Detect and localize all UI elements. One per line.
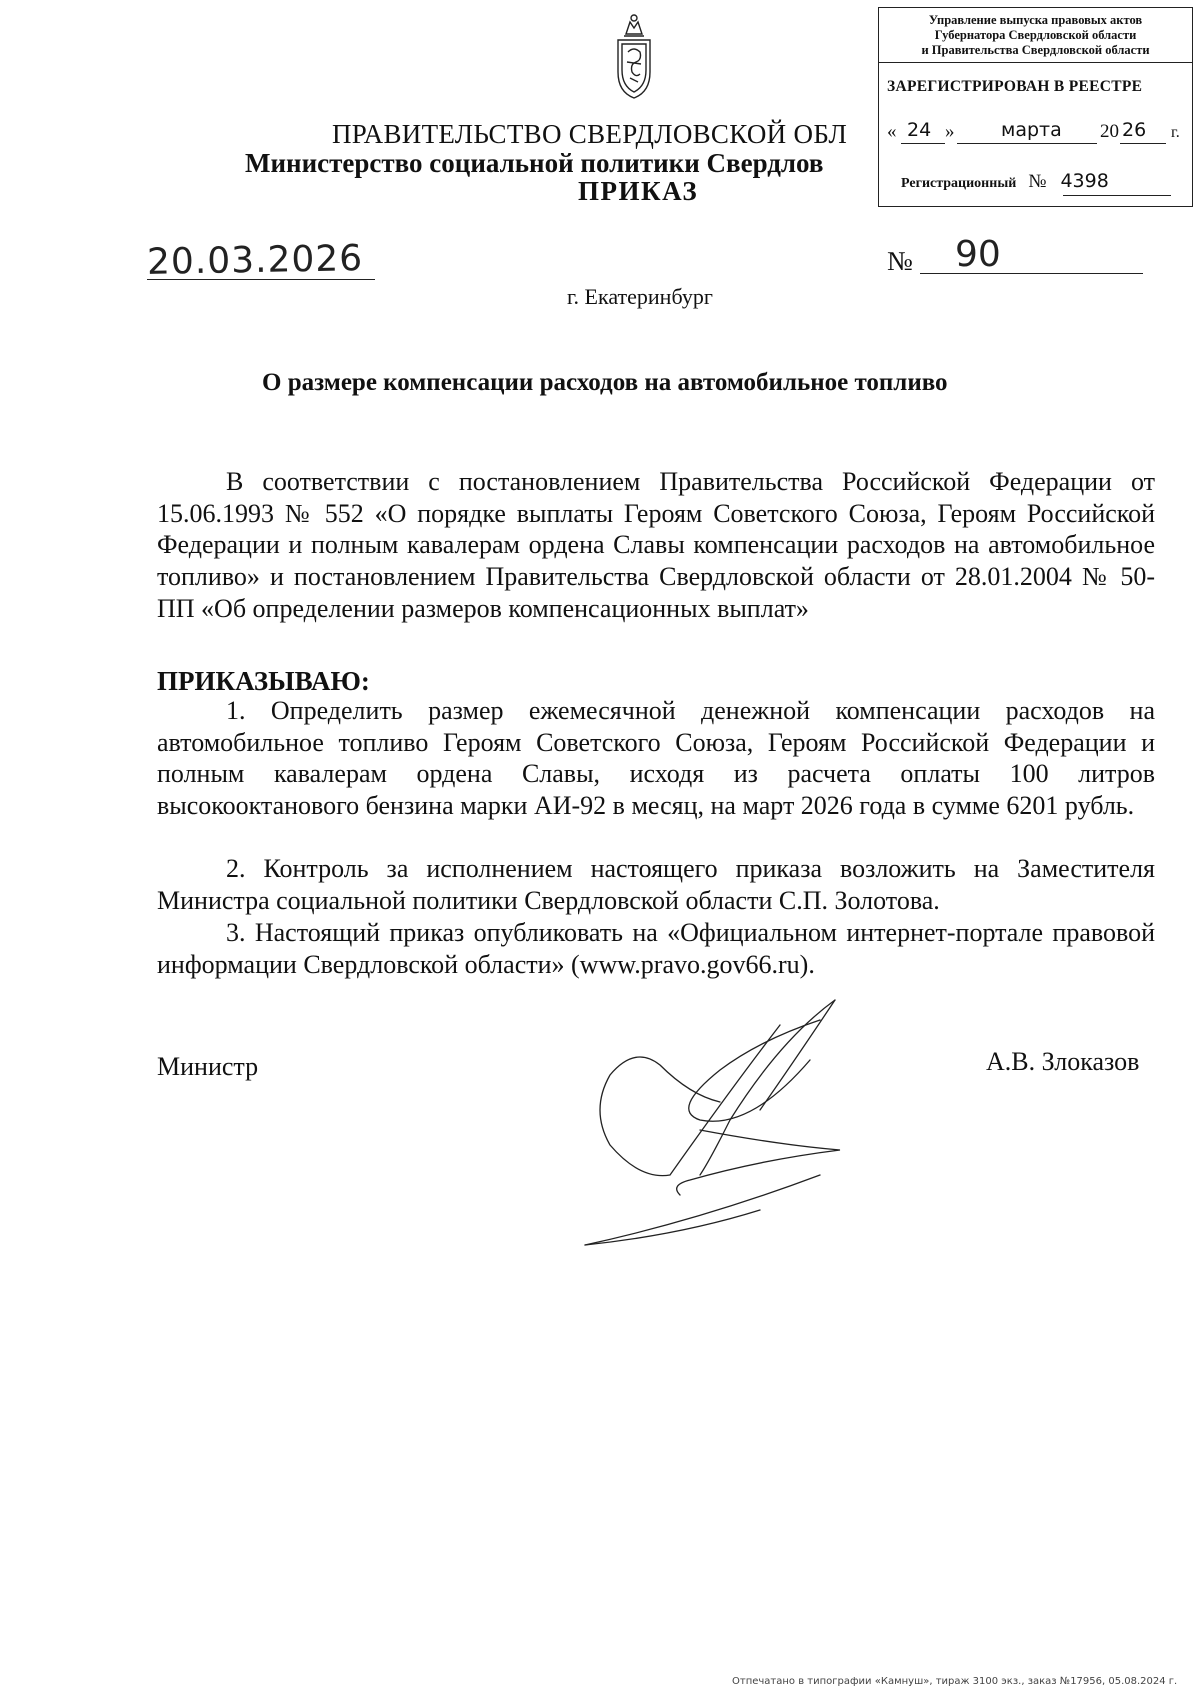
preamble-paragraph: В соответствии с постановлением Правительства Российской Федерации от 15.06.1993 № 552 «О порядке выплаты Героям Советского Союза, Героям Российской Федерации и полным кавалерам ордена Славы компенсации расходов на автомобильное топливо» и постановлением Правительства Свердловской области от 28.01.2004 № 50-ПП «Об определении размеров компенсационных выплат» — [157, 467, 1155, 623]
order-word: ПРИКАЗЫВАЮ: — [157, 666, 370, 696]
stamp-header-line: Губернатора Свердловской области — [934, 28, 1137, 42]
stamp-month: марта — [1001, 119, 1062, 141]
stamp-reg-label: Регистрационный — [901, 176, 1017, 191]
print-footer: Отпечатано в типографии «Камнуш», тираж 3100 экз., заказ №17956, 05.08.2024 г. — [732, 1676, 1178, 1687]
stamp-reg-underline — [1063, 195, 1171, 196]
stamp-reg-number: 4398 — [1060, 170, 1109, 192]
stamp-year-suffix: 26 — [1122, 119, 1147, 141]
ministry-name: Министерство социальной политики Свердлов — [245, 148, 824, 178]
handwritten-signature — [580, 980, 850, 1250]
signatory-title: Министр — [157, 1052, 259, 1081]
order-item-3: 3. Настоящий приказ опубликовать на «Официальном интернет-портале правовой информации Свердловской области» (www.pravo.gov66.ru). — [157, 918, 1155, 979]
stamp-registration-number — [901, 170, 1109, 193]
stamp-year-prefix: 20 — [1100, 121, 1119, 142]
order-city: г. Екатеринбург — [567, 284, 713, 309]
stamp-day-underline — [901, 143, 945, 144]
stamp-year-abbr: г. — [1171, 124, 1180, 141]
stamp-reg-sign: № — [1028, 171, 1047, 192]
order-number-sign: № — [887, 246, 913, 276]
stamp-quote-close: » — [945, 121, 955, 142]
registration-stamp — [878, 7, 1193, 207]
stamp-month-underline — [957, 143, 1097, 144]
order-date: 20.03.2026 — [146, 238, 364, 283]
document-type: ПРИКАЗ — [578, 176, 699, 206]
order-item-2: 2. Контроль за исполнением настоящего приказа возложить на Заместителя Министра социальной политики Свердловской области С.П. Золотова. — [157, 854, 1155, 915]
government-name: ПРАВИТЕЛЬСТВО СВЕРДЛОВСКОЙ ОБЛ — [332, 119, 848, 149]
coat-of-arms-icon — [610, 12, 658, 102]
order-title: О размере компенсации расходов на автомобильное топливо — [262, 369, 948, 396]
stamp-year-underline — [1120, 143, 1166, 144]
stamp-header — [879, 8, 1192, 63]
order-item-1: 1. Определить размер ежемесячной денежной компенсации расходов на автомобильное топливо Героям Советского Союза, Героям Российской Федерации и полным кавалерам ордена Славы, исходя из расчета оплаты 100 литров высокооктанового бензина марки АИ-92 в месяц, на март 2026 года в сумме 6201 рубль. — [157, 696, 1155, 821]
order-date-underline — [147, 279, 375, 280]
stamp-header-line: и Правительства Свердловской области — [921, 43, 1150, 57]
stamp-day: 24 — [907, 119, 932, 141]
stamp-registered-label: ЗАРЕГИСТРИРОВАН В РЕЕСТРЕ — [887, 78, 1143, 95]
stamp-header-line: Управление выпуска правовых актов — [928, 13, 1143, 27]
order-number-underline — [920, 273, 1143, 274]
order-number: 90 — [955, 234, 1001, 275]
signatory-name: А.В. Злоказов — [986, 1047, 1140, 1076]
stamp-quote-open: « — [887, 121, 897, 142]
